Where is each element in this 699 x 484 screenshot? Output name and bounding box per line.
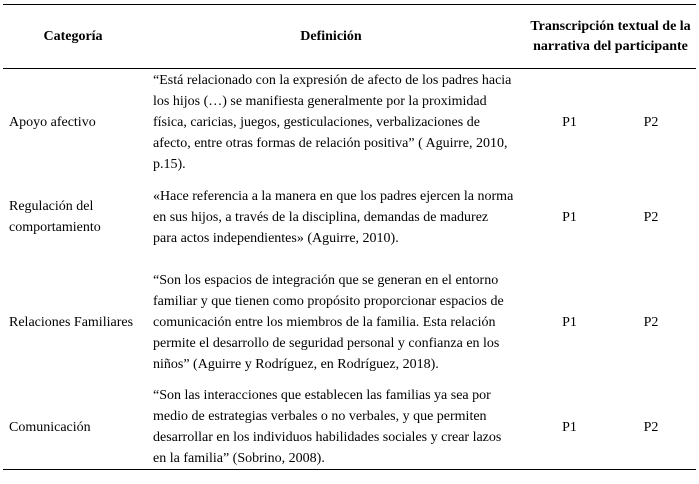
row-participant-2: P2 xyxy=(643,114,659,130)
header-categoria: Categoría xyxy=(3,5,143,69)
row-participant-1: P1 xyxy=(562,114,577,130)
row-definicion: «Hace referencia a la manera en que los padres ejercen la norma en sus hijos, a través de la disciplina, demandas de madurez para actos independientes» (Aguirre, 2010). xyxy=(153,188,514,246)
table-header xyxy=(3,5,696,69)
row-categoria: Regulación del comportamiento xyxy=(9,199,101,235)
row-participant-1: P1 xyxy=(519,385,606,470)
row-definicion: “Son los espacios de integración que se generan en el entorno familiar y que tienen como propósito proporcionar espacios de comunicación entre los miembros de la familia. Esta relación permite el desarrollo de seguridad personal y confianza en los niños” (Aguirre y Rodríguez, en Rodríguez, 2018). xyxy=(153,272,504,372)
table-row xyxy=(3,175,696,259)
table-body xyxy=(3,69,696,470)
table-row xyxy=(3,69,696,176)
row-categoria: Apoyo afectivo xyxy=(9,114,96,130)
row-participant-1: P1 xyxy=(562,314,577,330)
header-row xyxy=(3,5,696,69)
categories-table xyxy=(3,4,696,470)
row-categoria: Relaciones Familiares xyxy=(9,314,134,330)
row-definicion: “Está relacionado con la expresión de afecto de los padres hacia los hijos (…) se manifiesta generalmente por la proximidad física, caricias, juegos, gesticulaciones, verbalizaciones de afecto, entre otras formas de relación positiva” ( Aguirre, 2010, p.15). xyxy=(153,72,512,172)
row-participant-2: P2 xyxy=(643,209,659,225)
row-participant-1: P1 xyxy=(562,209,577,225)
table-row xyxy=(3,385,696,470)
row-participant-2: P2 xyxy=(643,314,659,330)
row-participant-2: P2 xyxy=(606,385,696,470)
table-row xyxy=(3,259,696,385)
row-categoria: Comunicación xyxy=(3,385,143,470)
header-definicion: Definición xyxy=(143,5,519,69)
header-transcripcion: Transcripción textual de la narrativa del participante xyxy=(519,5,696,69)
row-definicion: “Son las interacciones que establecen las familias ya sea por medio de estrategias verbales o no verbales, y que permiten desarrollar en los individuos habilidades sociales y crear lazos en la familia” (Sobrino, 2008). xyxy=(143,385,519,470)
